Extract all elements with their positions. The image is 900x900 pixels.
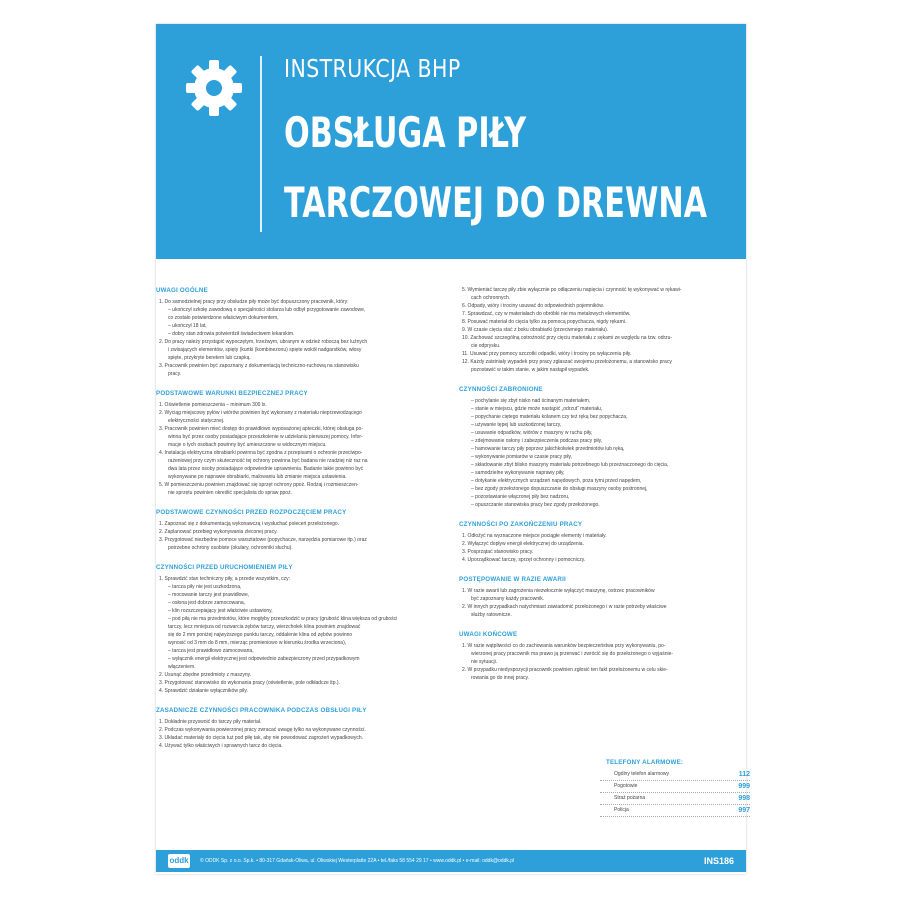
instruction-line: macje o tych osobach powinny być umieszczone w widocznym miejscu. [168, 442, 327, 448]
alarm-number: 999 [738, 783, 750, 790]
alarm-title: TELEFONY ALARMOWE: [606, 759, 684, 766]
alarm-label: Straż pożarna [614, 795, 646, 801]
instruction-line: potrzebne ochrony osobiste (okulary, ochronniki słuchu). [168, 545, 293, 551]
instruction-line: – stanie w miejscu, gdzie może nastąpić „odrzut” materiału, [471, 406, 603, 412]
header-banner [156, 24, 746, 259]
section-title: UWAGI OGÓLNE [156, 287, 208, 294]
instruction-line: – tarcza piły nie jest uszkodzona, [168, 584, 242, 590]
instruction-line: cach ochronnych. [471, 295, 511, 301]
section-title: CZYNNOŚCI PO ZAKOŃCZENIU PRACY [459, 521, 583, 528]
instruction-line: być zapoznany każdy pracownik. [471, 596, 545, 602]
header-kicker: INSTRUKCJA BHP [284, 54, 461, 83]
instruction-line: 4. Używać tylko właściwych i sprawnych tarcz do cięcia. [159, 743, 283, 749]
instruction-line: i zwisających elementów, spięty (kurtki (kombinezonu) spięte wokół nadgarstków, włosy [168, 347, 362, 353]
instruction-line: – usuwanie odpadków, wiórów z maszyny w ruchu piły, [471, 430, 593, 436]
right-column [459, 286, 749, 682]
instruction-line: – opuszczanie stanowiska pracy bez zgody przełożonego. [471, 502, 600, 508]
instruction-line: 2. Wyłączyć dopływ energii elektrycznej do urządzenia. [462, 541, 584, 547]
instruction-line: służby ratownicze. [471, 612, 512, 618]
section-title: ZASADNICZE CZYNNOŚCI PRACOWNIKA PODCZAS OBSŁUGI PIŁY [156, 707, 367, 714]
instruction-line: wynosić od 3 mm do 8 mm, mierząc promieniowo w kierunku środka wrzeciona), [168, 640, 347, 646]
instruction-line: włączeniem. [168, 664, 196, 670]
instruction-line: 4. Sprawdzić działanie wyłączników piły. [159, 688, 248, 694]
instruction-line: – klin rozszczepiający jest właściwie ustawiony, [168, 608, 273, 614]
instruction-line: – ukończył szkołę zawodową o specjalności stolarza lub odbył przygotowanie zawodowe, [168, 307, 366, 313]
footer-address: © ODDK Sp. z o.o. Sp.k. • 80-317 Gdańsk-Oliwa, ul. Oliwskiej Westerplatte 22A • tel./faks 58 554 29 17 • www.oddk.pl • e-mail: oddk@oddk.pl [200, 858, 515, 864]
instruction-line: 8. Posuwać materiał do cięcia tylko za pomocą popychacza, nigdy rękami. [462, 319, 627, 325]
instruction-line: – hamowanie tarczy piły poprzez jakichkolwiek przedmiotów lub ręką, [471, 446, 625, 452]
instruction-line: 3. Pracownik powinien być zapoznany z dokumentacją techniczno-ruchową na stanowisku [159, 363, 359, 369]
instruction-line: 9. W czasie cięcia stać z boku obrabiarki (przeciwnego materiału). [462, 327, 609, 333]
instruction-line: cie odprysku. [471, 343, 501, 349]
instruction-line: 4. Uporządkować tarczę, sprzęt ochronny i pomocniczy. [462, 557, 586, 563]
gear-icon [182, 56, 246, 120]
instruction-line: – dobry stan zdrowia potwierdził świadectwem lekarskim. [168, 331, 295, 337]
instruction-line: 1. W razie awarii lub zagrożenia niezwłocznie wyłączyć maszynę, ostrzec pracowników [462, 588, 655, 594]
instruction-line: – składowanie zbyt blisko maszyny materiału potrzebnego lub przeznaczonego do cięcia, [471, 462, 669, 468]
instruction-line: – pozostawianie włączonej piły bez nadzoru, [471, 494, 570, 500]
instruction-line: 2. Wyciąg miejscowy pyłów i wiórów powinien być wykonany z materiału nieprzewodzącego [159, 410, 362, 416]
alarm-row [600, 805, 750, 817]
instruction-line: 2. Do pracy należy przystąpić wypoczętym, trzeźwym, ubranym w odzież roboczą bez luźnych [159, 339, 368, 345]
section-title: UWAGI KOŃCOWE [459, 631, 518, 638]
instruction-line: – zdejmowanie osłony i zabezpieczenia podczas pracy piły, [471, 438, 603, 444]
instruction-line: 3. Przygotować niezbędne pomoce warsztatowe (popychacze, narzędzia pomiarowe itp.) oraz [159, 537, 367, 543]
instruction-line: 2. Zaplanować przebieg wykonywania zleconej pracy. [159, 529, 278, 535]
footer-bar [156, 850, 746, 872]
instruction-line: dwa lata przez osoby posiadające odpowiednie uprawnienia. Badanie takie powinno być [168, 466, 364, 472]
instruction-line: – wyłącznik energii elektrycznej jest odpowiednio zabezpieczony przed przypadkowym [168, 656, 360, 662]
alarm-label: Policja [614, 807, 629, 813]
instruction-line: co zostało potwierdzone właściwym dokumentem, [168, 315, 279, 321]
instruction-line: pozostawić w takim stanie, w jakim nastąpił wypadek. [471, 367, 590, 373]
instruction-line: nie sytuacji. [471, 659, 498, 665]
instruction-line: spięte, przykryte beretem lub czapką. [168, 355, 251, 361]
alarm-phones [600, 758, 750, 817]
instruction-line: 12. Każdy zaistniały wypadek przy pracy zgłaszać swojemu przełożonemu, a stanowisko pracy [462, 359, 672, 365]
instruction-line: 1. Dokładnie przyswoić do tarczy piły materiał. [159, 719, 262, 725]
instruction-line: 1. Oświetlenie pomieszczenia – minimum 300 lx. [159, 402, 267, 408]
instruction-line: wykonywane po naprawie obrabiarki, malowaniu lub zmianie miejsca ustawienia. [168, 474, 347, 480]
alarm-label: Pogotowie [614, 783, 638, 789]
instruction-line: 6. Odpady, wióry i trociny usuwać do odpowiednich pojemników. [462, 303, 604, 309]
instruction-line: winna być przez osoby posiadające przeszkolenie w udzielaniu pierwszej pomocy. Infor- [168, 434, 363, 440]
oddk-logo: oddk [168, 854, 190, 868]
instruction-line: – tarcza jest prawidłowo zamocowana, [168, 648, 254, 654]
instruction-line: 1. Odłożyć na wyznaczone miejsce pociągłe elementy i materiały. [462, 533, 607, 539]
product-code: INS186 [703, 856, 734, 866]
section-title: CZYNNOŚCI PRZED URUCHOMIENIEM PIŁY [156, 564, 293, 571]
instruction-line: – ukończył 18 lat, [168, 323, 207, 329]
title-line-2: TARCZOWEJ DO DREWNA [284, 178, 708, 227]
title-line-1: OBSŁUGA PIŁY [284, 108, 527, 157]
section-title: CZYNNOŚCI ZABRONIONE [459, 386, 543, 393]
instruction-sheet [156, 24, 750, 874]
left-column [156, 286, 448, 750]
instruction-line: się do 2 mm poniżej najwyższego punktu tarczy, oddalenie klina od zębów powinno [168, 632, 353, 638]
instruction-line: 5. W pomieszczeniu powinien znajdować się sprzęt ochrony ppoż. Rodzaj i rozmieszczen- [159, 482, 359, 488]
instruction-line: – mocowanie tarczy jest prawidłowe, [168, 592, 250, 598]
instruction-line: 2. Usunąć zbędne przedmioty z maszyny. [159, 672, 252, 678]
instruction-line: – samodzielne wykonywanie naprawy piły, [471, 470, 565, 476]
instruction-line: – pochylanie się zbyt nisko nad ścinanym materiałem, [471, 398, 591, 404]
instruction-line: 3. Układać materiały do cięcia tuż pod piłę tak, aby nie powodować zagrożeń wypadkowych. [159, 735, 363, 741]
alarm-number: 998 [738, 795, 750, 802]
instruction-line: rażeniowej przy czym skuteczność tej ochrony powinna być badana nie rzadziej niż raz na [168, 458, 368, 464]
instruction-line: 5. Wymieniać tarczę piły zbie wyłącznie po odłączeniu napięcia i czynność tę wykonywać w rękawi- [462, 287, 682, 293]
instruction-line: 4. Instalacja elektryczna obrabiarki powinna być zgodna z przepisami o ochronie przeciwpo- [159, 450, 363, 456]
instruction-line: 11. Usuwać przy pomocy szczotki odpadki, wióry i trociny po wyłączeniu piły. [462, 351, 632, 357]
instruction-line: 7. Sprawdzać, czy w materiałach do obróbki nie ma metalowych elementów. [462, 311, 631, 317]
instruction-line: 2. W przypadku niedyspozycji pracownik powinien zgłosić ten fakt przełożonemu w celu skie- [462, 667, 668, 673]
instruction-line: 10. Zachować szczególną ostrożność przy cięciu materiału z sękami ze względu na tzw. odrzu- [462, 335, 673, 341]
instruction-line: 1. Zapoznać się z dokumentacją wykonawczą i wysłuchać poleceń przełożonego. [159, 521, 340, 527]
instruction-line: 1. Sprawdzić stan techniczny piły, a przede wszystkim, czy: [159, 576, 291, 582]
alarm-row [600, 781, 750, 793]
instruction-line: 3. Posprzątać stanowisko pracy. [462, 549, 534, 555]
section-title: POSTĘPOWANIE W RAZIE AWARII [459, 576, 566, 583]
instruction-line: – pod piłą nie ma przedmiotów, które mogłyby przeszkodzić w pracy (grubość klina większa od grubości [168, 616, 398, 622]
instruction-line: – używanie tępej lub uszkodzonej tarczy, [471, 422, 562, 428]
alarm-number: 112 [738, 771, 750, 778]
instruction-line: – osłona jest dobrze zamocowana, [168, 600, 245, 606]
instruction-line: tarczy, lecz mniejsza od rozwarcia zębów tarczy, wierzchołek klina powinien znajdować [168, 624, 361, 630]
section-title: PODSTAWOWE WARUNKI BEZPIECZNEJ PRACY [156, 390, 308, 397]
instruction-line: 3. Przygotować stanowisko do wykonania pracy (oświetlenie, pole odkładcze itp.). [159, 680, 340, 686]
instruction-line: – wykonywanie pomiarów w czasie pracy piły, [471, 454, 573, 460]
instruction-line: – bez zgody przełożonego dopuszczanie do obsługi maszyny osoby postronnej, [471, 486, 648, 492]
instruction-line: elektryczności statycznej. [168, 418, 225, 424]
alarm-row [600, 769, 750, 781]
alarm-row [600, 793, 750, 805]
instruction-line: wierzonej pracy pracownik ma prawo ją przerwać i zwrócić się do przełożonego o wyjaśnie- [471, 651, 674, 657]
instruction-line: – popychanie ciętego materiału kolanem czy też ręką bez popychacza, [471, 414, 628, 420]
alarm-number: 997 [738, 807, 750, 814]
instruction-line: rowania go do innej pracy. [471, 675, 529, 681]
instruction-line: – dotykanie elektrycznych urządzeń napędowych, poza tymi przed napędem, [471, 478, 642, 484]
section-title: PODSTAWOWE CZYNNOŚCI PRZED ROZPOCZĘCIEM PRACY [156, 509, 347, 516]
instruction-line: nie sprzętu powinien określić specjalista do spraw ppoż. [168, 490, 292, 496]
instruction-line: 1. Do samodzielnej pracy przy obsłudze piły może być dopuszczony pracownik, który: [159, 299, 349, 305]
instruction-line: pracy. [168, 371, 182, 377]
instruction-line: 1. W razie wątpliwości co do zachowania warunków bezpieczeństwa przy wykonywaniu, po- [462, 643, 666, 649]
header-divider [260, 56, 262, 232]
instruction-line: 2. Podczas wykonywania powierzonej pracy zwracać uwagę tylko na wykonywane czynności. [159, 727, 366, 733]
instruction-line: 2. W innych przypadkach natychmiast zawiadomić przełożonego i w razie potrzeby właściwe [462, 604, 667, 610]
alarm-label: Ogólny telefon alarmowy [614, 771, 670, 777]
instruction-line: 3. Pracownik powinien mieć dostęp do prawidłowo wyposażonej apteczki, której obsługa po- [159, 426, 363, 432]
